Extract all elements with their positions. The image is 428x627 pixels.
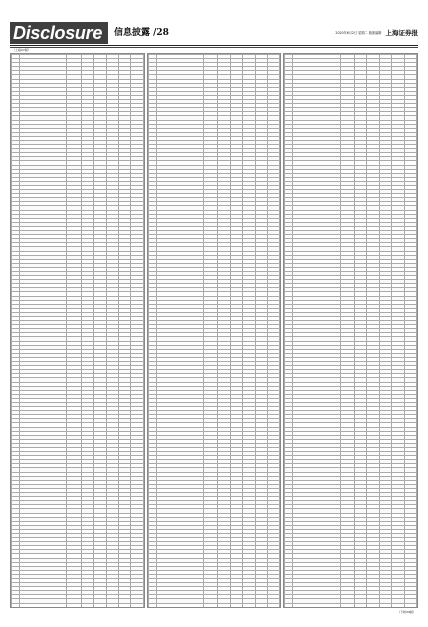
table-cell: [392, 603, 404, 607]
table-cell: [379, 603, 391, 607]
table-cell: [230, 603, 242, 607]
table-cell: [367, 603, 379, 607]
table-cell: [19, 603, 66, 607]
table-row: [148, 603, 280, 607]
table-cell: [243, 603, 255, 607]
table-cell: [81, 603, 93, 607]
table-cell: [293, 603, 340, 607]
section-title: 信息披露 /28: [114, 28, 169, 38]
disclosure-table-3: [284, 54, 417, 608]
table-cell: [67, 603, 81, 607]
continued-from-label: （上接27版）: [12, 48, 31, 52]
table-row: [285, 603, 417, 607]
table-cell: [340, 603, 354, 607]
brand-logo: Disclosure: [10, 22, 108, 44]
table-cell: [94, 603, 106, 607]
paper-name: 上海证券报: [385, 29, 418, 37]
table-column-3: [283, 53, 418, 608]
table-cell: [355, 603, 367, 607]
dateline: 2020年6月2日 星期二 版面编辑: [335, 31, 382, 35]
table-cell: [218, 603, 230, 607]
table-cell: [148, 603, 156, 607]
continued-to-label: （下转29版）: [397, 610, 416, 614]
table-row: [12, 603, 144, 607]
table-column-2: [147, 53, 282, 608]
table-cell: [255, 603, 267, 607]
table-cell: [12, 603, 20, 607]
table-cell: [118, 603, 130, 607]
disclosure-table-2: [148, 54, 281, 608]
table-cell: [404, 603, 416, 607]
header-rule-thin: [10, 47, 418, 48]
fund-table-columns: [10, 53, 418, 608]
table-cell: [267, 603, 279, 607]
disclosure-table-1: [11, 54, 144, 608]
table-cell: [285, 603, 293, 607]
table-cell: [203, 603, 217, 607]
table-cell: [131, 603, 143, 607]
table-cell: [106, 603, 118, 607]
table-column-1: [10, 53, 145, 608]
masthead: [10, 22, 418, 44]
table-cell: [156, 603, 203, 607]
